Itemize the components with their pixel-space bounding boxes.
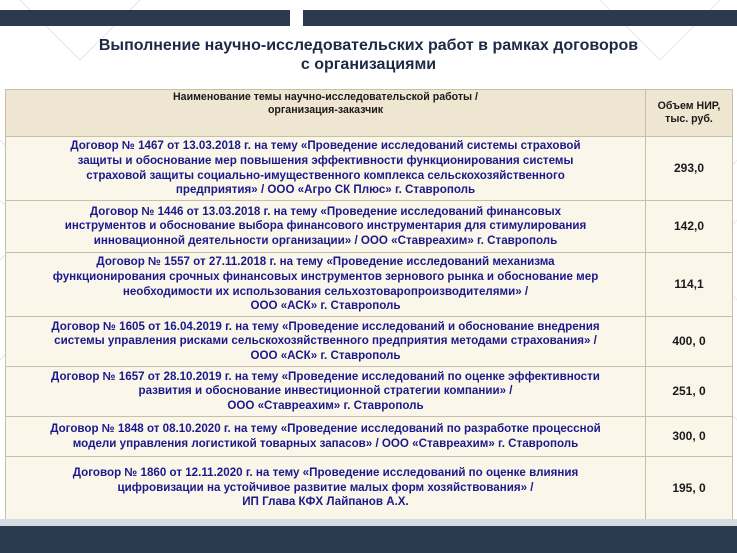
contract-topic-line: инструментов и обоснование выбора финансового инструментария для стимулирования [64,219,587,233]
page-title [0,36,737,74]
contract-topic-cell [6,367,646,417]
contract-topic-line: ИП Глава КФХ Лайпанов А.Х. [242,495,409,509]
contract-topic-line: Договор № 1557 от 27.11.2018 г. на тему «Проведение исследований механизма [96,255,555,269]
contract-topic-line: Договор № 1605 от 16.04.2019 г. на тему «Проведение исследований и обоснование внедрения [51,319,600,333]
contract-topic-line: Договор № 1467 от 13.03.2018 г. на тему «Проведение исследований системы страховой [70,139,581,153]
contract-amount-cell: 114,1 [646,253,733,317]
contract-topic-line: инновационной деятельности организации» / ООО «Ставреахим» г. Ставрополь [93,233,558,247]
bottom-bar-light [0,519,737,526]
contract-topic-cell [6,317,646,367]
table-row [6,137,733,201]
contract-topic-line: развития и обоснование инвестиционной стратегии компании» / [138,384,513,398]
page-title-line-1: Выполнение научно-исследовательских работ в рамках договоров [98,37,639,54]
header-amount-line-2: тыс. руб. [665,113,713,125]
contract-topic-line: системы управления рисками сельскохозяйственного предприятия методами страхования» / [54,334,597,348]
contract-topic-line: предприятия» / ООО «Агро СК Плюс» г. Ставрополь [175,183,476,197]
contract-topic-line: ООО «АСК» г. Ставрополь [250,348,401,362]
top-bar-right [303,10,737,26]
header-topic-line-2: организация-заказчик [267,104,384,116]
top-bar-left [0,10,290,26]
table-row [6,417,733,457]
contract-topic-cell [6,417,646,457]
contract-topic-cell [6,201,646,253]
table-row [6,457,733,520]
header-amount-line-1: Объем НИР, [657,100,721,112]
table-header-row [6,90,733,137]
contract-topic-line: модели управления логистикой товарных запасов» / ООО «Ставреахим» г. Ставрополь [72,436,579,450]
contract-amount-cell: 293,0 [646,137,733,201]
contract-topic-line: цифровизации на устойчивое развитие малых форм хозяйствования» / [117,480,534,494]
contract-amount-cell: 400, 0 [646,317,733,367]
contract-topic-cell [6,137,646,201]
contract-topic-line: необходимости их использования сельхозтоваропроизводителями» / [122,284,529,298]
contract-amount-cell: 300, 0 [646,417,733,457]
table-row [6,253,733,317]
contract-amount-cell: 195, 0 [646,457,733,520]
header-amount [646,90,733,137]
contract-topic-line: Договор № 1657 от 28.10.2019 г. на тему «Проведение исследований по оценке эффективности [51,369,600,383]
contract-topic-line: страховой защиты социально-имущественного комплекса сельскохозяйственного [86,168,565,182]
contract-topic-line: Договор № 1446 от 13.03.2018 г. на тему «Проведение исследований финансовых [89,204,562,218]
contracts-table [5,89,733,538]
table-row [6,317,733,367]
contract-topic-cell [6,253,646,317]
contract-topic-line: ООО «Ставреахим» г. Ставрополь [227,398,424,412]
contract-topic-line: ООО «АСК» г. Ставрополь [250,299,401,313]
header-topic-line-1: Наименование темы научно-исследовательской работы / [173,91,478,103]
bottom-bar [0,526,737,553]
table-row [6,201,733,253]
contract-topic-line: функционирования срочных финансовых инструментов зернового рынка и обоснование мер [52,269,599,283]
page-title-line-2: с организациями [300,56,437,73]
contracts-table-wrapper [5,89,732,538]
contract-topic-line: Договор № 1860 от 12.11.2020 г. на тему «Проведение исследований по оценке влияния [72,466,579,480]
contract-topic-cell [6,457,646,520]
contract-topic-line: Договор № 1848 от 08.10.2020 г. на тему «Проведение исследований по разработке процессной [50,421,601,435]
header-topic [6,90,646,137]
contract-topic-line: защиты и обоснование мер повышения эффективности функционирования системы [77,153,574,167]
contract-amount-cell: 251, 0 [646,367,733,417]
table-row [6,367,733,417]
contract-amount-cell: 142,0 [646,201,733,253]
